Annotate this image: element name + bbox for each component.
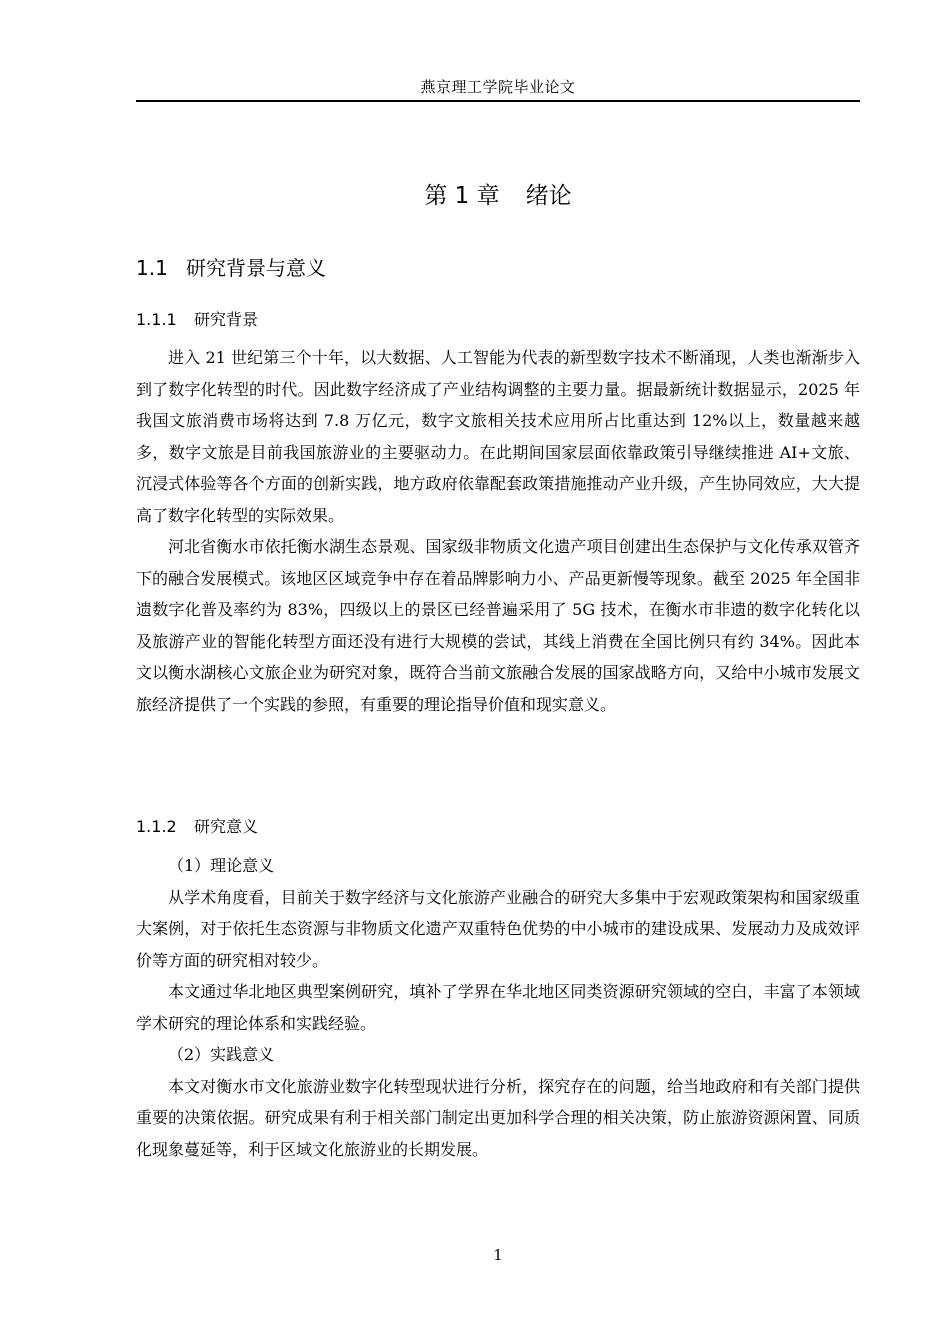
page-number: 1: [493, 1246, 503, 1264]
background-body: [136, 342, 860, 720]
body-paragraph: 从学术角度看，目前关于数字经济与文化旅游产业融合的研究大多集中于宏观政策架构和国家级重大案例，对于依托生态资源与非物质文化遗产双重特色优势的中小城市的建设成果、发展动力及成效评价等方面的研究相对较少。: [136, 887, 860, 970]
body-paragraph: 河北省衡水市依托衡水湖生态景观、国家级非物质文化遗产项目创建出生态保护与文化传承双管齐下的融合发展模式。该地区区域竞争中存在着品牌影响力小、产品更新慢等现象。截至 2025 年全国非遗数字化普及率约为 83%，四级以上的景区已经普遍采用了 5G 技术，在衡水市非遗的数字化转化以及旅游产业的智能化转型方面还没有进行大规模的尝试，其线上消费在全国比例只有约 34%。因此本文以衡水湖核心文旅企业为研究对象，既符合当前文旅融合发展的国家战略方向，又给中小城市发展文旅经济提供了一个实践的参照，有重要的理论指导价值和现实意义。: [136, 537, 860, 714]
subsection-number: 1.1.2: [136, 817, 177, 836]
subsection-title: 研究背景: [194, 310, 259, 329]
body-paragraph: 本文对衡水市文化旅游业数字化转型现状进行分析，探究存在的问题，给当地政府和有关部门提供重要的决策依据。研究成果有利于相关部门制定出更加科学合理的相关决策，防止旅游资源闲置、同质化现象蔓延等，利于区域文化旅游业的长期发展。: [136, 1076, 860, 1159]
chapter-number: 第 1 章: [424, 183, 500, 209]
body-paragraph: 进入 21 世纪第三个十年，以大数据、人工智能为代表的新型数字技术不断涌现，人类也渐渐步入到了数字化转型的时代。因此数字经济成了产业结构调整的主要力量。据最新统计数据显示，2025 年我国文旅消费市场将达到 7.8 万亿元，数字文旅相关技术应用所占比重达到 12%以上，数量越来越多，数字文旅是目前我国旅游业的主要驱动力。在此期间国家层面依靠政策引导继续推进 AI+文旅、沉浸式体验等各个方面的创新实践，地方政府依靠配套政策措施推动产业升级，产生协同效应，大大提高了数字化转型的实际效果。: [136, 348, 860, 525]
subsection-number: 1.1.1: [136, 310, 177, 329]
practice-significance-label: （2）实践意义: [168, 1045, 275, 1064]
chapter-title: [136, 177, 860, 210]
section-number: 1.1: [136, 256, 168, 280]
body-paragraph: 本文通过华北地区典型案例研究，填补了学界在华北地区同类资源研究领域的空白，丰富了本领域学术研究的理论体系和实践经验。: [136, 982, 860, 1033]
running-header: 燕京理工学院毕业论文: [420, 78, 576, 96]
header-rule: [136, 100, 860, 102]
subsection-heading-1-1-2: [136, 814, 258, 837]
chapter-name: 绪论: [525, 183, 572, 209]
theory-significance-label: （1）理论意义: [168, 856, 275, 875]
significance-body: [136, 850, 860, 1165]
subsection-title: 研究意义: [194, 817, 259, 836]
section-title: 研究背景与意义: [186, 256, 326, 280]
subsection-heading-1-1-1: [136, 307, 258, 330]
section-heading-1-1: [136, 252, 326, 281]
